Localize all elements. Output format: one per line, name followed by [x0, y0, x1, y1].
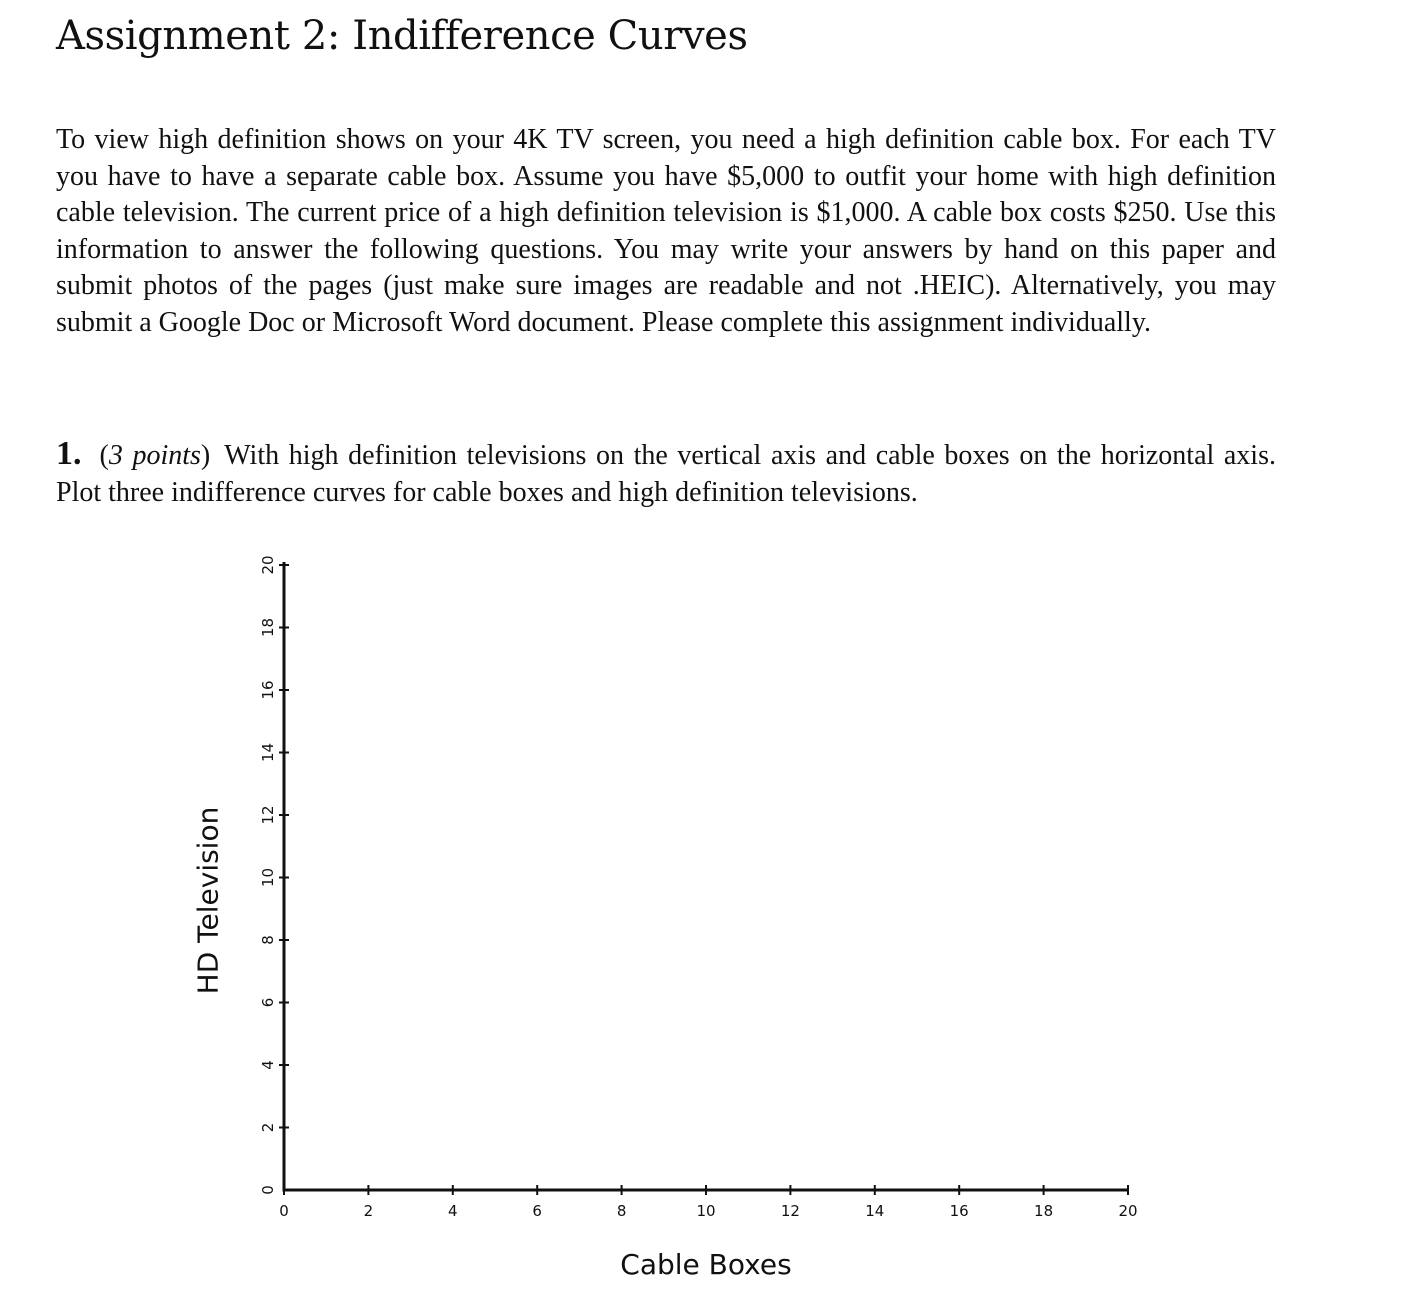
indifference-curve-chart[interactable] [0, 540, 1412, 1302]
question-text: With high definition televisions on the vertical axis and cable boxes on the horizontal axis. Plot three indifference curves for cable boxes and high definition televisions. [56, 440, 1276, 508]
x-axis-label: Cable Boxes [620, 1248, 792, 1281]
x-tick-label: 18 [1034, 1202, 1054, 1220]
x-tick-label: 14 [865, 1202, 885, 1220]
question-number: 1. [56, 435, 82, 472]
points-open-paren: ( [99, 440, 109, 471]
y-tick-label: 2 [259, 1122, 277, 1133]
points-close-paren: ) [200, 440, 211, 471]
y-tick-label: 0 [259, 1185, 277, 1195]
x-tick-label: 20 [1118, 1202, 1138, 1220]
y-tick-label: 8 [259, 935, 277, 945]
x-tick-label: 10 [696, 1202, 716, 1220]
intro-paragraph: To view high definition shows on your 4K TV screen, you need a high definition cable box. For each TV you have to have a separate cable box. Assume you have $5,000 to outfit your home with high definition cable television. The current price of a high definition television is $1,000. A cable box costs $250. Use this information to answer the following questions. You may write your answers by hand on this paper and submit photos of the pages (just make sure images are readable and not .HEIC). Alternatively, you may submit a Google Doc or Microsoft Word document. Please complete this assignment individually. [56, 124, 1276, 338]
y-tick-label: 16 [259, 680, 277, 700]
page-title: Assignment 2: Indifference Curves [56, 13, 748, 59]
x-tick-label: 0 [279, 1202, 289, 1220]
x-tick-label: 2 [363, 1202, 374, 1220]
question-1 [56, 436, 1276, 511]
question-points [100, 440, 211, 471]
x-tick-label: 8 [616, 1202, 627, 1220]
y-tick-label: 10 [259, 867, 277, 888]
points-label: 3 points [108, 440, 201, 471]
y-tick-label: 4 [259, 1060, 277, 1070]
y-tick-label: 18 [259, 617, 277, 638]
y-axis-label: HD Television [191, 806, 225, 995]
x-tick-label: 12 [780, 1202, 800, 1220]
y-tick-label: 12 [259, 805, 277, 825]
x-tick-label: 6 [532, 1202, 542, 1220]
y-tick-label: 14 [259, 742, 277, 763]
y-tick-label: 20 [259, 555, 277, 575]
x-tick-label: 4 [448, 1202, 458, 1220]
x-tick-label: 16 [949, 1202, 969, 1220]
y-tick-label: 6 [259, 997, 277, 1008]
